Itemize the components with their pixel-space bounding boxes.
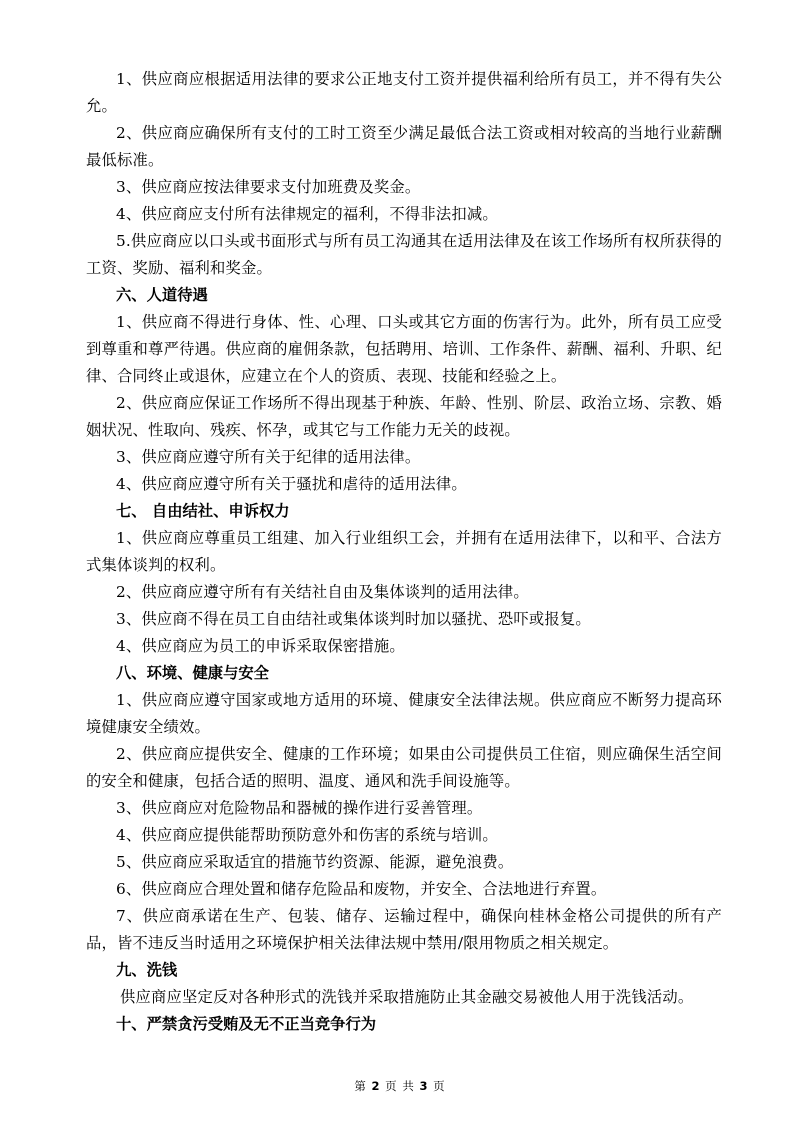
section-heading: 六、人道待遇 bbox=[116, 286, 208, 304]
paragraph: 4、供应商应遵守所有关于骚扰和虐待的适用法律。 bbox=[116, 475, 467, 493]
paragraph: 5、供应商应采取适宜的措施节约资源、能源，避免浪费。 bbox=[116, 853, 514, 871]
paragraph: 3、供应商应对危险物品和器械的操作进行妥善管理。 bbox=[116, 799, 483, 817]
paragraph: 1、供应商应遵守国家或地方适用的环境、健康安全法律法规。供应商应不断努力提高环境健康安全绩效。 bbox=[86, 691, 722, 736]
paragraph: 供应商应坚定反对各种形式的洗钱并采取措施防止其金融交易被他人用于洗钱活动。 bbox=[120, 988, 694, 1006]
paragraph: 3、供应商应按法律要求支付加班费及奖金。 bbox=[116, 178, 421, 196]
section-heading: 七、 自由结社、申诉权力 bbox=[116, 502, 290, 520]
paragraph: 5.供应商应以口头或书面形式与所有员工沟通其在适用法律及在该工作场所有权所获得的工资、奖励、福利和奖金。 bbox=[86, 232, 722, 277]
paragraph: 2、供应商应保证工作场所不得出现基于种族、年龄、性别、阶层、政治立场、宗教、婚姻状况、性取向、残疾、怀孕，或其它与工作能力无关的歧视。 bbox=[86, 394, 722, 439]
paragraph: 2、供应商应提供安全、健康的工作环境；如果由公司提供员工住宿，则应确保生活空间的安全和健康，包括合适的照明、温度、通风和洗手间设施等。 bbox=[86, 745, 722, 790]
paragraph: 1、供应商应尊重员工组建、加入行业组织工会，并拥有在适用法律下，以和平、合法方式集体谈判的权利。 bbox=[86, 529, 722, 574]
paragraph: 2、供应商应遵守所有有关结社自由及集体谈判的适用法律。 bbox=[116, 583, 529, 601]
paragraph: 4、供应商应支付所有法律规定的福利，不得非法扣减。 bbox=[116, 205, 498, 223]
footer-total-pages: 3 bbox=[419, 1079, 429, 1093]
paragraph: 1、供应商不得进行身体、性、心理、口头或其它方面的伤害行为。此外，所有员工应受到尊重和尊严待遇。供应商的雇佣条款，包括聘用、培训、工作条件、薪酬、福利、升职、纪律、合同终止或退休，应建立在个人的资质、表现、技能和经验之上。 bbox=[86, 313, 722, 385]
footer-middle: 页 共 bbox=[385, 1079, 415, 1093]
section-heading: 八、环境、健康与安全 bbox=[116, 664, 269, 682]
paragraph: 7、供应商承诺在生产、包装、储存、运输过程中，确保向桂林金格公司提供的所有产品，皆不违反当时适用之环境保护相关法律法规中禁用/限用物质之相关规定。 bbox=[86, 907, 722, 952]
page-footer bbox=[0, 1078, 800, 1094]
paragraph: 2、供应商应确保所有支付的工时工资至少满足最低合法工资或相对较高的当地行业薪酬最低标准。 bbox=[86, 124, 722, 169]
footer-suffix: 页 bbox=[433, 1079, 446, 1093]
paragraph: 1、供应商应根据适用法律的要求公正地支付工资并提供福利给所有员工，并不得有失公允。 bbox=[86, 70, 722, 115]
document-body bbox=[86, 66, 722, 1038]
paragraph: 4、供应商应提供能帮助预防意外和伤害的系统与培训。 bbox=[116, 826, 498, 844]
footer-current-page: 2 bbox=[371, 1079, 381, 1093]
footer-prefix: 第 bbox=[354, 1079, 367, 1093]
section-heading: 九、洗钱 bbox=[116, 961, 178, 979]
paragraph: 6、供应商应合理处置和储存危险品和废物，并安全、合法地进行弃置。 bbox=[116, 880, 607, 898]
paragraph: 4、供应商应为员工的申诉采取保密措施。 bbox=[116, 637, 405, 655]
paragraph: 3、供应商应遵守所有关于纪律的适用法律。 bbox=[116, 448, 421, 466]
paragraph: 3、供应商不得在员工自由结社或集体谈判时加以骚扰、恐吓或报复。 bbox=[116, 610, 591, 628]
section-heading: 十、严禁贪污受贿及无不正当竞争行为 bbox=[116, 1015, 377, 1033]
